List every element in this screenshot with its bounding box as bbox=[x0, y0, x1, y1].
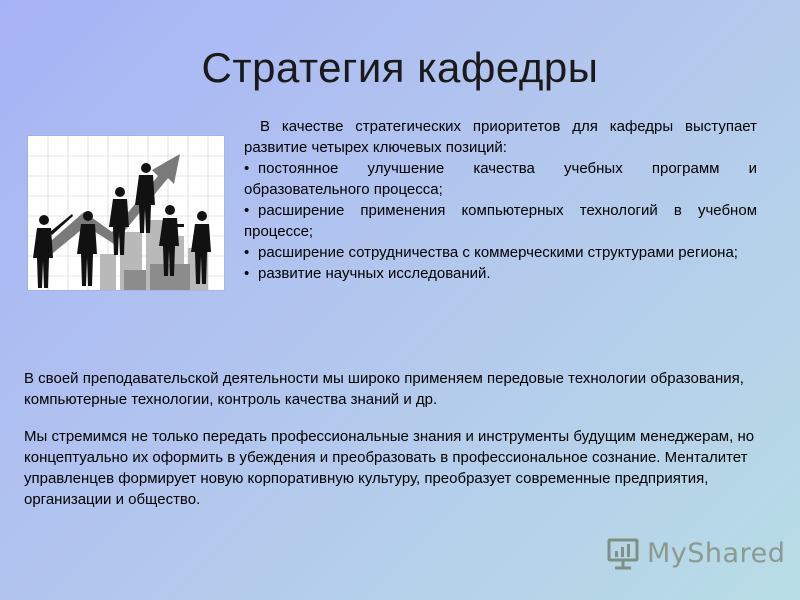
bullet: • bbox=[244, 265, 250, 282]
bullet: • bbox=[244, 244, 250, 261]
list-item-text: расширение применения компьютерных технологий в учебном процессе; bbox=[244, 202, 757, 240]
priorities-block bbox=[244, 116, 757, 284]
bullet: • bbox=[244, 160, 250, 177]
body-text bbox=[24, 368, 776, 526]
list-item-text: постоянное улучшение качества учебных программ и образовательного процесса; bbox=[244, 160, 757, 198]
growth-arrow-illustration bbox=[28, 136, 224, 290]
business-people-growth-image bbox=[28, 136, 224, 290]
list-item-text: расширение сотрудничества с коммерческими структурами региона; bbox=[258, 244, 738, 261]
myshared-watermark[interactable] bbox=[607, 536, 786, 572]
list-item-text: развитие научных исследований. bbox=[258, 265, 491, 282]
list-item bbox=[244, 158, 757, 200]
body-paragraph-2: Мы стремимся не только передать профессиональные знания и инструменты будущим менеджерам, но концептуально их оформить в убеждения и преобразовать в профессиональное сознание. Менталитет управленцев формирует новую корпоративную культуру, преобразует современные предприятия, организации и общество. bbox=[24, 428, 755, 508]
priorities-intro: В качестве стратегических приоритетов для кафедры выступает развитие четырех ключевых позиций: bbox=[244, 118, 757, 156]
priorities-list bbox=[244, 158, 757, 284]
watermark-text: MyShared bbox=[647, 538, 786, 569]
list-item bbox=[244, 200, 757, 242]
list-item bbox=[244, 242, 757, 263]
list-item bbox=[244, 263, 757, 284]
body-paragraph-1: В своей преподавательской деятельности мы широко применяем передовые технологии образования, компьютерные технологии, контроль качества знаний и др. bbox=[24, 370, 744, 408]
slide-title: Стратегия кафедры bbox=[201, 44, 599, 91]
presentation-board-icon bbox=[607, 538, 641, 570]
bullet: • bbox=[244, 202, 250, 219]
